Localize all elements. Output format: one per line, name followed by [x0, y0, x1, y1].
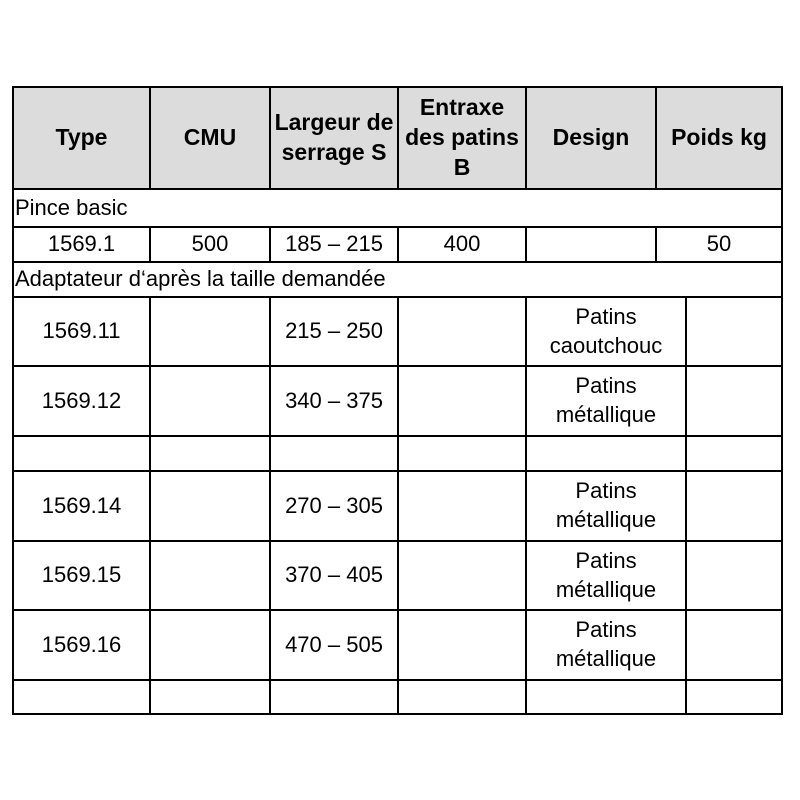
table-row-type: 1569.11 [42, 318, 121, 344]
grid-line [397, 296, 399, 715]
table-row-poids [686, 471, 782, 541]
grid-line [655, 86, 657, 190]
table-row-cmu [150, 541, 270, 610]
table-row-poids [686, 541, 782, 610]
pince-poids: 50 [706, 231, 732, 257]
grid-line [655, 226, 657, 263]
table-row-largeur: 470 – 505 [285, 631, 383, 657]
table-row-design: Patins métallique [555, 547, 657, 602]
grid-line [12, 86, 14, 715]
grid-line [269, 226, 271, 263]
table-row-design: Patins métallique [555, 373, 657, 427]
pince-largeur: 185 – 215 [285, 231, 383, 257]
table-row-largeur [270, 436, 398, 471]
grid-line [397, 226, 399, 263]
pince-entraxe: 400 [443, 231, 481, 257]
grid-line [269, 86, 271, 190]
grid-line [149, 296, 151, 715]
table-row-cmu [150, 680, 270, 714]
table-row-cmu [150, 297, 270, 366]
table-row-poids [686, 297, 782, 366]
table-row-poids [686, 610, 782, 680]
table-row-poids [686, 366, 782, 436]
grid-line [149, 226, 151, 263]
table-row-type [13, 436, 150, 471]
header-largeur: Largeur de serrage S [270, 87, 398, 189]
pince-cmu: 500 [191, 231, 229, 257]
table-row-entraxe [398, 297, 526, 366]
table-row-cmu [150, 471, 270, 541]
section-adaptateur: Adaptateur d‘après la taille demandée [15, 266, 386, 292]
grid-line [149, 86, 151, 190]
grid-line [685, 296, 687, 715]
header-entraxe: Entraxe des patins B [398, 87, 526, 189]
table-row-cmu [150, 366, 270, 436]
table-row-poids [686, 680, 782, 714]
section-pince-basic: Pince basic [15, 194, 128, 220]
table-row-largeur: 370 – 405 [285, 562, 383, 588]
table-row-design: Patins métallique [555, 478, 657, 532]
table-row-type: 1569.12 [41, 387, 122, 413]
table-row-entraxe [398, 366, 526, 436]
table-row-largeur [270, 680, 398, 714]
table-row-type: 1569.14 [41, 492, 122, 518]
table-row-entraxe [398, 436, 526, 471]
header-poids: Poids kg [656, 87, 782, 189]
table-row-design: Patins caoutchouc [549, 303, 663, 358]
table-row-entraxe [398, 541, 526, 610]
table-row-largeur: 270 – 305 [285, 492, 383, 518]
table-row-type: 1569.15 [41, 562, 122, 588]
table-row-design [526, 680, 686, 714]
grid-line [525, 86, 527, 190]
grid-line [781, 86, 783, 715]
table-row-entraxe [398, 471, 526, 541]
table-row-design: Patins métallique [555, 617, 657, 671]
table-row-largeur: 215 – 250 [285, 318, 383, 344]
table-row-largeur: 340 – 375 [285, 387, 383, 413]
table-row-cmu [150, 436, 270, 471]
table-row-cmu [150, 610, 270, 680]
pince-type: 1569.1 [47, 231, 116, 257]
table-row-design [526, 436, 686, 471]
pince-design [526, 227, 656, 262]
table-row-type [13, 680, 150, 714]
table-row-entraxe [398, 610, 526, 680]
grid-line [525, 296, 527, 715]
header-design: Design [526, 87, 656, 189]
header-type: Type [13, 87, 150, 189]
grid-line [525, 226, 527, 263]
header-cmu: CMU [150, 87, 270, 189]
grid-line [269, 296, 271, 715]
table-row-poids [686, 436, 782, 471]
table-row-type: 1569.16 [41, 631, 122, 657]
table-row-entraxe [398, 680, 526, 714]
grid-line [397, 86, 399, 190]
